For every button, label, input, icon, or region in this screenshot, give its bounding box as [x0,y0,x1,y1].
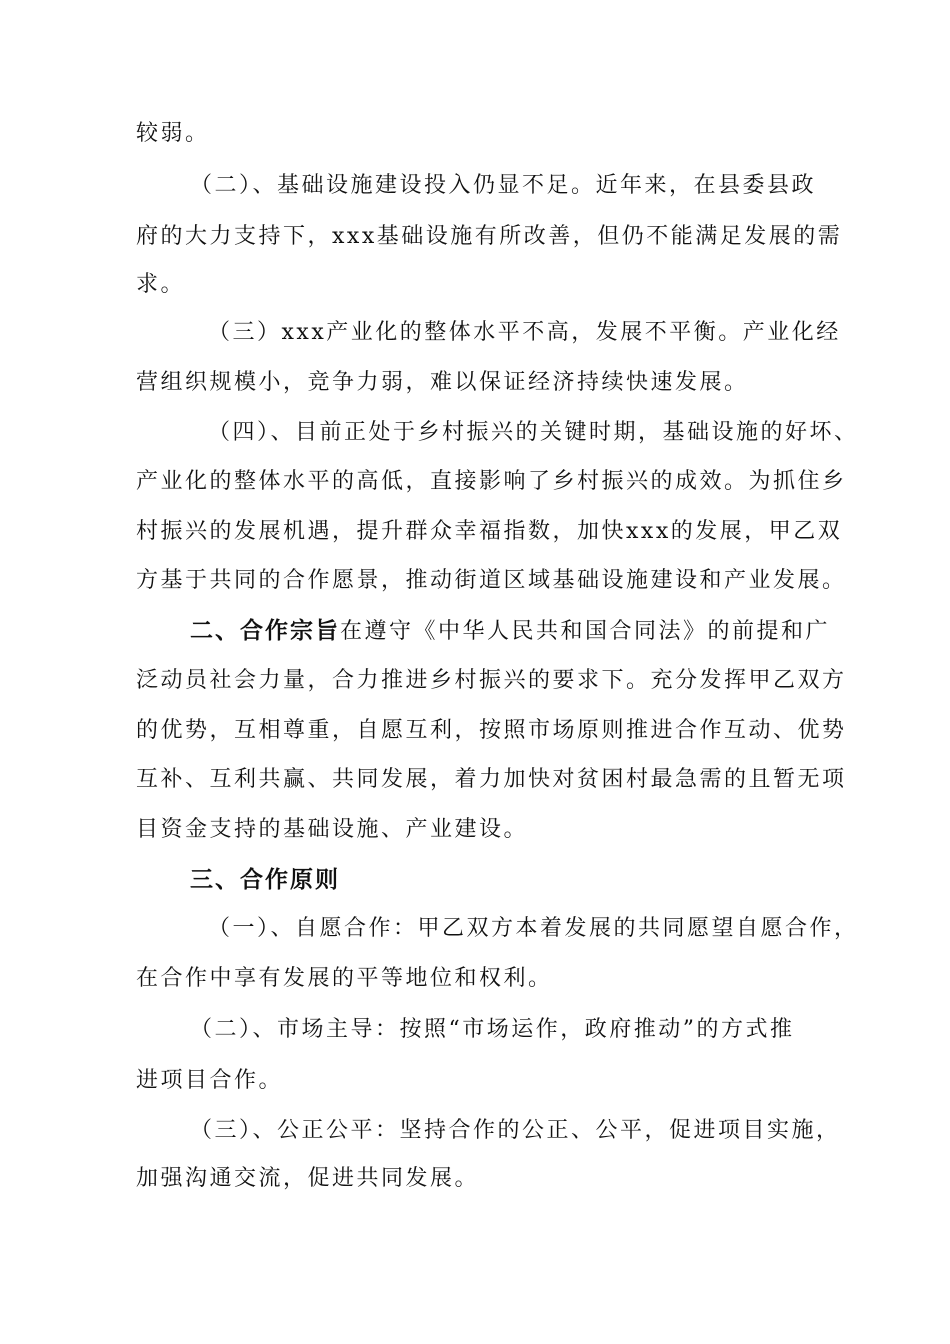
paragraph-line: 村振兴的发展机遇，提升群众幸福指数，加快xxx的发展，甲乙双 [136,519,843,544]
section-heading: 三、合作原则 [190,867,340,893]
paragraph-line: 的优势，互相尊重，自愿互利，按照市场原则推进合作互动、优势 [136,718,847,743]
paragraph-line: （二）、市场主导：按照“市场运作，政府推动”的方式推 [190,1017,795,1042]
paragraph-line: 方基于共同的合作愿景，推动街道区域基础设施建设和产业发展。 [136,568,847,593]
paragraph-line: （四）、目前正处于乡村振兴的关键时期，基础设施的好坏、 [208,420,859,445]
paragraph-line: 府的大力支持下，xxx基础设施有所改善，但仍不能满足发展的需 [136,224,843,249]
paragraph-line: （一）、自愿合作：甲乙双方本着发展的共同愿望自愿合作， [208,916,859,941]
paragraph-line: 泛动员社会力量，合力推进乡村振兴的要求下。充分发挥甲乙双方 [136,668,847,693]
section-heading-line [190,616,830,647]
paragraph-line: 求。 [136,272,186,297]
paragraph-line: 加强沟通交流，促进共同发展。 [136,1166,480,1191]
paragraph-line: （二）、基础设施建设投入仍显不足。近年来，在县委县政 [190,173,817,198]
paragraph-line: 营组织规模小，竞争力弱，难以保证经济持续快速发展。 [136,370,749,395]
paragraph-text: 在遵守《中华人民共和国合同法》的前提和广 [340,619,831,644]
paragraph-line: 目资金支持的基础设施、产业建设。 [136,817,529,842]
paragraph-line: 在合作中享有发展的平等地位和权利。 [136,966,553,991]
section-heading: 二、合作宗旨 [190,618,340,644]
paragraph-line: 较弱。 [136,121,210,146]
paragraph-line: （三）、公正公平：坚持合作的公正、公平，促进项目实施， [190,1118,841,1143]
paragraph-line: （三）xxx产业化的整体水平不高，发展不平衡。产业化经 [208,320,841,345]
paragraph-line: 产业化的整体水平的高低，直接影响了乡村振兴的成效。为抓住乡 [136,469,847,494]
paragraph-line: 进项目合作。 [136,1068,284,1093]
paragraph-line: 互补、互利共赢、共同发展，着力加快对贫困村最急需的且暂无项 [136,767,847,792]
